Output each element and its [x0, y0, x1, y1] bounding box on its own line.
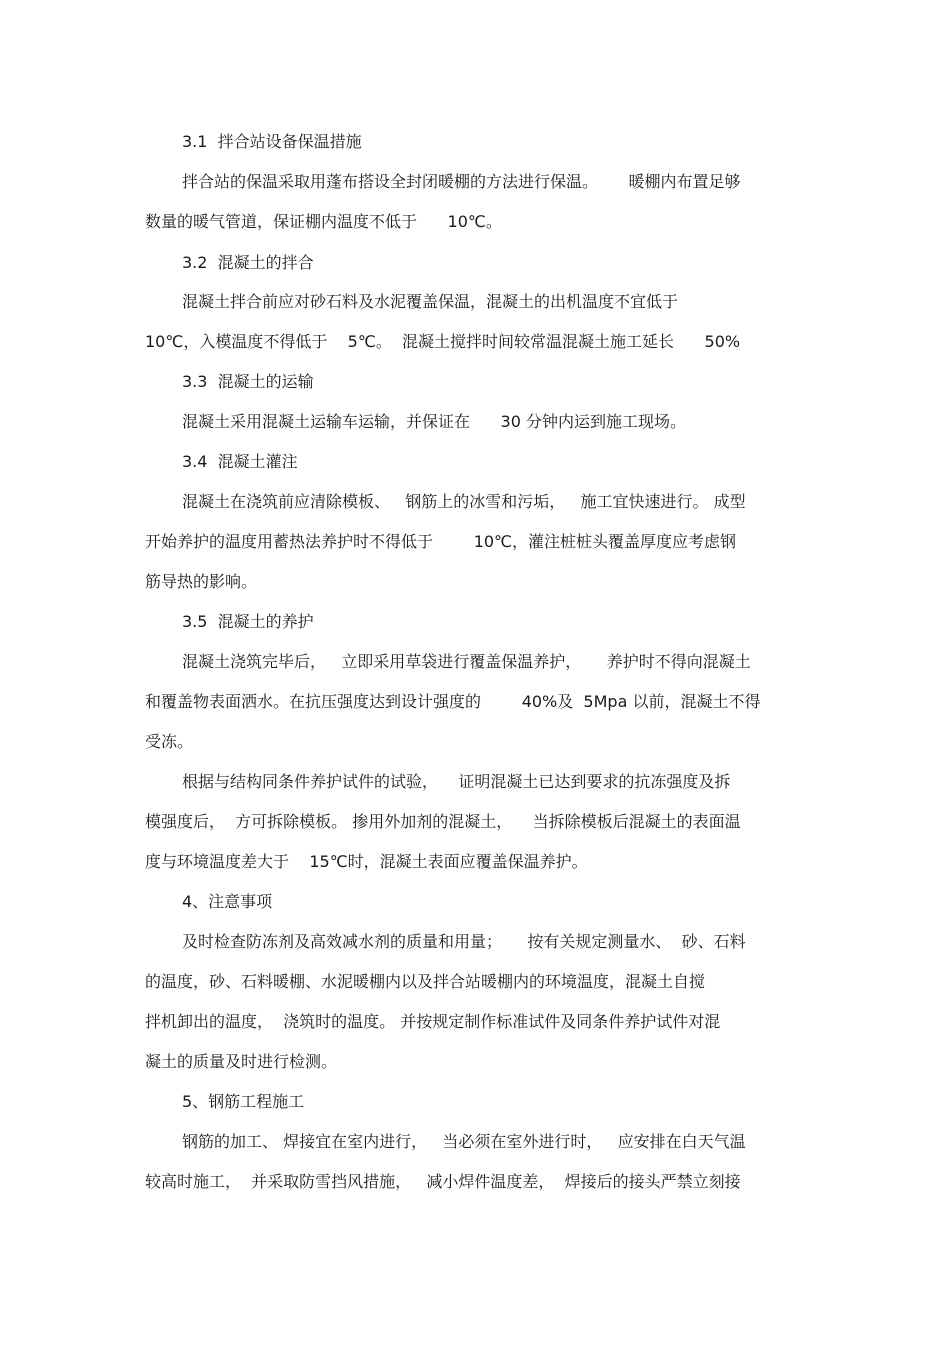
paragraph-line: 数量的暖气管道，保证棚内温度不低于 10℃。: [145, 212, 502, 231]
paragraph-line: 混凝土拌合前应对砂石料及水泥覆盖保温，混凝土的出机温度不宜低于: [182, 292, 679, 311]
paragraph-line: 混凝土在浇筑前应清除模板、 钢筋上的冰雪和污垢， 施工宜快速进行。 成型: [182, 492, 746, 511]
section-heading-3-2: 3.2 混凝土的拌合: [182, 253, 314, 272]
paragraph-line: 凝土的质量及时进行检测。: [145, 1052, 338, 1071]
paragraph-line: 受冻。: [145, 732, 194, 751]
paragraph-line: 拌机卸出的温度， 浇筑时的温度。 并按规定制作标准试件及同条件养护试件对混: [145, 1012, 721, 1031]
paragraph-line: 混凝土浇筑完毕后， 立即采用草袋进行覆盖保温养护， 养护时不得向混凝土: [182, 652, 751, 671]
section-heading-3-4: 3.4 混凝土灌注: [182, 452, 298, 471]
paragraph-line: 较高时施工， 并采取防雪挡风措施， 减小焊件温度差， 焊接后的接头严禁立刻接: [145, 1172, 741, 1191]
paragraph-line: 筋导热的影响。: [145, 572, 258, 591]
paragraph-line: 的温度，砂、石料暖棚、水泥暖棚内以及拌合站暖棚内的环境温度，混凝土自搅: [145, 972, 706, 991]
paragraph-line: 钢筋的加工、 焊接宜在室内进行， 当必须在室外进行时， 应安排在白天气温: [182, 1132, 746, 1151]
section-heading-5: 5、钢筋工程施工: [182, 1092, 305, 1111]
paragraph-line: 模强度后， 方可拆除模板。 掺用外加剂的混凝土， 当拆除模板后混凝土的表面温: [145, 812, 741, 831]
paragraph-line: 混凝土采用混凝土运输车运输，并保证在 30 分钟内运到施工现场。: [182, 412, 686, 431]
paragraph-line: 开始养护的温度用蓄热法养护时不得低于 10℃，灌注桩桩头覆盖厚度应考虑钢: [145, 532, 737, 551]
paragraph-line: 10℃，入模温度不得低于 5℃。 混凝土搅拌时间较常温混凝土施工延长 50%: [145, 332, 741, 351]
section-heading-4: 4、注意事项: [182, 892, 273, 911]
section-heading-3-3: 3.3 混凝土的运输: [182, 372, 314, 391]
paragraph-line: 及时检查防冻剂及高效减水剂的质量和用量； 按有关规定测量水、 砂、石料: [182, 932, 746, 951]
paragraph-line: 度与环境温度差大于 15℃时，混凝土表面应覆盖保温养护。: [145, 852, 588, 871]
paragraph-line: 拌合站的保温采取用蓬布搭设全封闭暖棚的方法进行保温。 暖棚内布置足够: [182, 172, 741, 191]
paragraph-line: 和覆盖物表面洒水。在抗压强度达到设计强度的 40%及 5Mpa 以前，混凝土不得: [145, 692, 761, 711]
paragraph-line: 根据与结构同条件养护试件的试验， 证明混凝土已达到要求的抗冻强度及拆: [182, 772, 731, 791]
section-heading-3-5: 3.5 混凝土的养护: [182, 612, 314, 631]
section-heading-3-1: 3.1 拌合站设备保温措施: [182, 132, 362, 151]
